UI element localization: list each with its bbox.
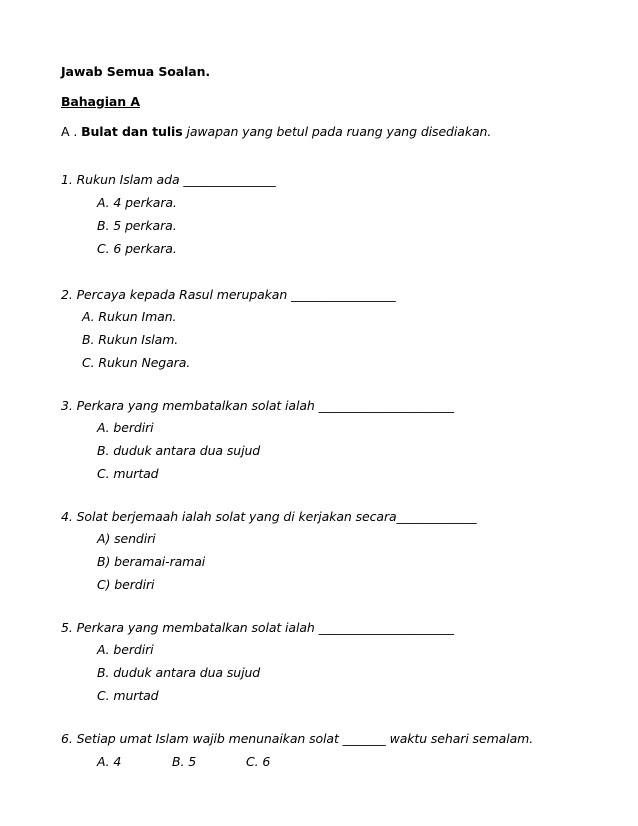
question-5: 5. Perkara yang membatalkan solat ialah ______________________ [61,620,454,635]
question-5-option-c: C. murtad [97,688,159,703]
question-1-option-a: A. 4 perkara. [97,195,177,210]
question-3-option-b: B. duduk antara dua sujud [97,443,261,458]
question-1: 1. Rukun Islam ada _______________ [61,172,276,187]
instruction-prefix: A . [61,124,82,139]
question-6: 6. Setiap umat Islam wajib menunaikan solat _______ waktu sehari semalam. [61,731,534,746]
worksheet-title: Jawab Semua Soalan. [61,64,211,79]
question-6-option-b: B. 5 [172,754,197,769]
question-3: 3. Perkara yang membatalkan solat ialah ______________________ [61,398,454,413]
section-heading: Bahagian A [61,94,140,109]
question-1-option-b: B. 5 perkara. [97,218,177,233]
question-2-option-a: A. Rukun Iman. [82,309,177,324]
question-4: 4. Solat berjemaah ialah solat yang di kerjakan secara_____________ [61,509,477,524]
instruction-line [61,124,491,140]
question-2-option-b: B. Rukun Islam. [82,332,179,347]
question-1-option-c: C. 6 perkara. [97,241,177,256]
question-5-option-b: B. duduk antara dua sujud [97,665,261,680]
question-4-option-c: C) berdiri [97,577,155,592]
question-6-option-c: C. 6 [246,754,271,769]
question-3-option-a: A. berdiri [97,420,154,435]
question-4-option-a: A) sendiri [97,531,156,546]
instruction-bold: Bulat dan tulis [81,124,183,139]
question-2-option-c: C. Rukun Negara. [82,355,191,370]
question-5-option-a: A. berdiri [97,642,154,657]
question-3-option-c: C. murtad [97,466,159,481]
instruction-rest: jawapan yang betul pada ruang yang disediakan. [182,124,492,139]
question-6-option-a: A. 4 [97,754,122,769]
question-2: 2. Percaya kepada Rasul merupakan _________________ [61,287,396,302]
question-4-option-b: B) beramai-ramai [97,554,206,569]
